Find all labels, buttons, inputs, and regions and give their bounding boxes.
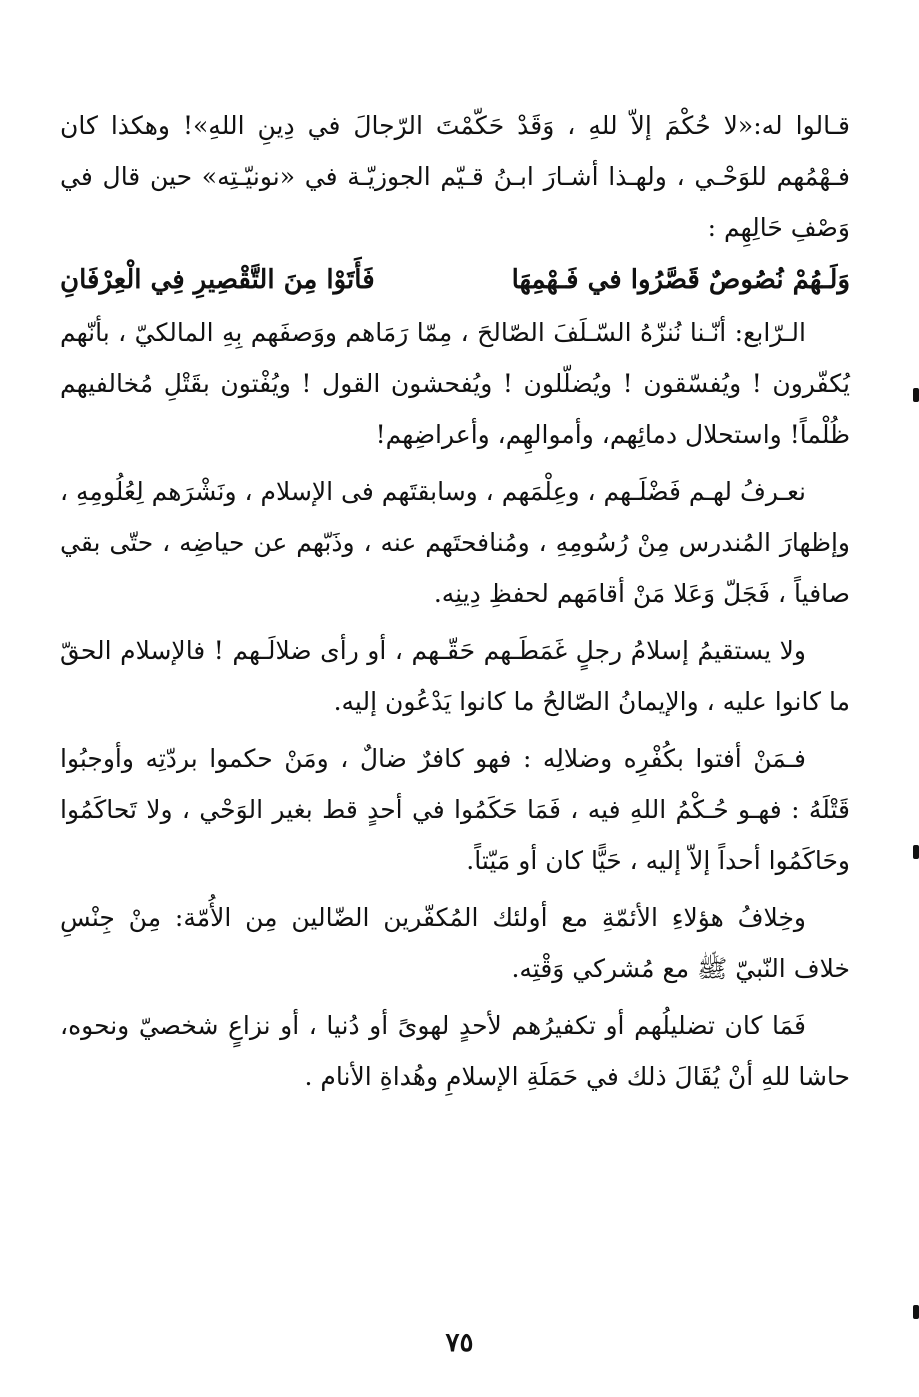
- paragraph-3: نعـرفُ لهـم فَضْلَـهم ، وعِلْمَهم ، وسابقتَهم فى الإسلام ، ونَشْرَهم لِعُلُومِهِ ، وإظهارَ المُندرس مِنْ رُسُومِهِ ، ومُنافحتَهم عنه ، وذَبّهم عن حياضِه ، حتّى بقي صافياً ، فَجَلّ وَعَلا مَنْ أقامَهم لحفظِ دِينِه.: [60, 477, 850, 608]
- paragraph-2: الـرّابع: أنّـنا نُنزّهُ السّـلَفَ الصّالحَ ، مِمّا رَمَاهم ووَصفَهم بِهِ المالكيّ ، بأنّهم يُكفّرون ! ويُفسّقون ! ويُضلّلون ! ويُفحشون القول ! ويُفْتون بقَتْلِ مُخالفيهم ظُلْماً! واستحلال دمائِهم، وأموالهِم، وأعراضِهم!: [60, 318, 850, 449]
- poem-verse: [60, 253, 850, 307]
- paragraph-5: فـمَنْ أفتوا بكُفْرِه وضلالِه : فهو كافرٌ ضالٌ ، ومَنْ حكموا بردّتِه وأوجبُوا قَتْلَهُ : فهـو حُـكْمُ اللهِ فيه ، فَمَا حَكَمُوا في أحدٍ قط بغير الوَحْي ، ولا تَحاكَمُوا وحَاكَمُوا أحداً إلاّ إليه ، حَيًّا كان أو مَيّتاً.: [60, 744, 850, 875]
- page-number: ٧٥: [445, 1328, 474, 1358]
- paragraph-6: وخِلافُ هؤلاءِ الأئمّةِ مع أولئك المُكفّرين الضّالين مِن الأُمّة: مِنْ جِنْسِ خلاف النّبيّ ﷺ مع مُشركي وَقْتِه.: [60, 903, 850, 983]
- paragraph-4: ولا يستقيمُ إسلامُ رجلٍ غَمَطَـهم حَقّـهم ، أو رأى ضلالَـهم ! فالإسلام الحقّ ما كانوا عليه ، والإيمانُ الصّالحُ ما كانوا يَدْعُون إليه.: [60, 636, 850, 716]
- scan-edge-mark: [913, 845, 919, 859]
- body-text: [60, 100, 850, 1102]
- poem-first-hemistich: وَلَـهُمْ نُصُوصٌ قَصَّرُوا في فَـهْمِهَا: [511, 265, 850, 295]
- paragraph-1: قـالوا له:«لا حُكْمَ إلاّ للهِ ، وَقَدْ حَكّمْتَ الرّجالَ في دِينِ اللهِ»! وهكذا كان فـهْمُهم للوَحْـي ، ولهـذا أشـارَ ابـنُ قـيّم الجوزيّـة في «نونيّـتِه» حين قال في وَصْفِ حَالِهِم :: [60, 111, 850, 242]
- paragraph-7: فَمَا كان تضليلُهم أو تكفيرُهم لأحدٍ لهوىً أو دُنيا ، أو نزاعٍ شخصيّ ونحوه، حاشا للهِ أنْ يُقَالَ ذلك في حَمَلَةِ الإسلامِ وهُداةِ الأنام .: [60, 1011, 850, 1091]
- scan-edge-mark: [913, 1305, 919, 1319]
- scan-edge-mark: [913, 388, 919, 402]
- poem-second-hemistich: فَأَتَوْا مِنَ التَّقْصِيرِ فِي الْعِرْفَانِ: [60, 265, 375, 295]
